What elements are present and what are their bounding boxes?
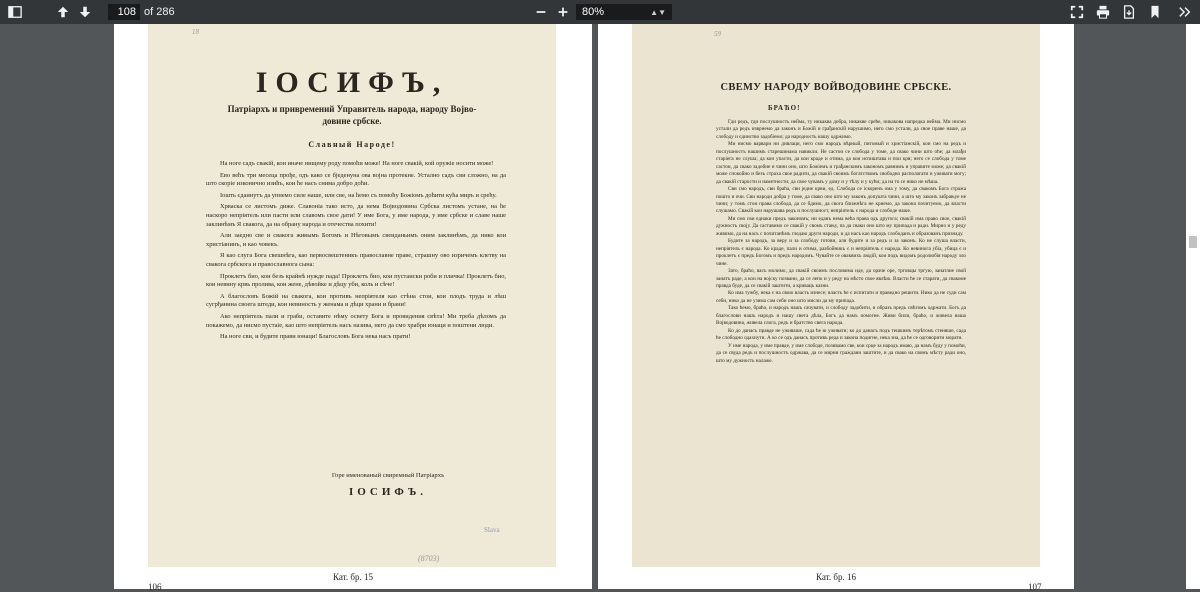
body-paragraph: Проклетъ био, кои безъ крайнѣ нужде пада! Проклетъ био, кои пустаиски роби и пличка! Проклетъ био, кои невину крвь пролива, кои жене, дѣвойке и дѣцу уби, коль и сѣче! — [206, 272, 506, 289]
minus-icon[interactable] — [532, 3, 550, 21]
document-subtitle-line-2: довине србске. — [322, 116, 382, 126]
body-paragraph: А благословъ Божій на свакога, кои противъ непріятеля као стѣна стои, кои плодъ труда и лѣш сугрђанина своега штеди, кои невиность у женама и дѣци храни и брани! — [206, 292, 506, 309]
arrow-up-icon[interactable] — [54, 3, 72, 21]
body-paragraph: На ноге садъ свакій, кои иначе нищему роду помоћи може! На ноге свакій, кой оружіе носити може! — [220, 160, 494, 167]
download-icon[interactable] — [1120, 3, 1138, 21]
signature-name: ІОСИФЪ. — [348, 486, 428, 498]
pdf-page-right — [598, 24, 1074, 592]
body-paragraph: Будите за народъ, за веру и за слободу готови, али будите и за редъ и за законъ. Ко не слуша власти, непріятель є народа. Ко краде, пали и отима, разбойникъ є и непріятель є народа. Ко невинога убіа, убица є и проклетъ є предъ Богомъ и предъ народомъ. Чувайте се оваквихъ людій, кои подъ видомъ родолюбія народу зло чине. — [716, 238, 966, 267]
page-number: 106 — [148, 582, 162, 592]
arrow-down-icon[interactable] — [76, 3, 94, 21]
document-greeting: БРАЋО! — [768, 104, 801, 112]
pdf-viewer[interactable] — [0, 24, 1200, 592]
print-icon[interactable] — [1094, 3, 1112, 21]
catalog-caption: Кат. бр. 16 — [816, 572, 856, 582]
body-paragraph: Ко има тужбу, нека є на свою власть изнесе; власть ће є испитати и праведно решити. Нико да не суди сам себи, нико да не узима сам себи оно што мисли да му припада. — [716, 290, 966, 304]
body-paragraph: Гди редъ, гди послушность нейма, ту никаква добра, никакве срећe, никакова напредка нейма. Ми нисмо устали да редъ изврнемо да законъ и Божій и грађанскій нарушимо, него смо устали, да свое праве наше, да слободу и єдинство задобіемо; да народность нашу одржимо. — [716, 119, 966, 140]
document-title: ІОСИФЪ, — [255, 66, 449, 99]
scrollbar-thumb[interactable] — [1189, 236, 1197, 248]
signature-line: Горе именованый свиремный Патріархъ — [331, 472, 445, 479]
pdf-page-left — [114, 24, 592, 592]
page-total-label: of 286 — [144, 6, 175, 18]
page-number: 107 — [1028, 582, 1042, 592]
scanned-document-right — [632, 24, 1040, 567]
catalog-caption: Кат. бр. 15 — [333, 572, 373, 582]
body-paragraph: Ево већъ три месеца прође, одъ како се бједенуна ова војна протекне. Устално садъ сви сложно, на да што скоріе изконично изићъ, кои ће насъ снима добро доћи. — [206, 171, 506, 188]
document-subtitle-line-1: Патріархъ и привремений Управитель народа, народу Војво- — [227, 104, 477, 114]
body-paragraph: У име народа, у име правде, у име слободе, позивамо све, кои срце за народъ имаю, да намъ буду у помоћи, да се свуда редъ и послушностъ одржава, да се мирни граждани заштите, и да свако на свомъ мѣсту ради оно, што му дужность налаже. — [716, 342, 966, 364]
bookmark-icon[interactable] — [1146, 3, 1164, 21]
body-paragraph: Зато, браћо, васъ молимо, да свакій своимъ пословима иде, да ораче оре, трговцы тргую, занатлие свой занатъ раде, а кои на војску позвани, да се лепо и у реду на мѣсто свое явлѣю. Власти ће се старати, да свакоме правда буде, да се свакій заштити, а кривацъ казни. — [716, 268, 966, 289]
pencil-note: 18 — [192, 28, 199, 36]
document-body — [716, 119, 966, 365]
pdf-toolbar — [0, 0, 1200, 24]
scanned-document-left — [148, 24, 556, 567]
body-paragraph: На ноге сви, и будите прави юнаци! Благословъ Бога нека насъ прати! — [220, 333, 411, 341]
body-paragraph: Сви смо народъ, сви браћа, сви једне крви, ед. Слобода се іскоренъ ома у тому, да свакомъ Бога стража пошто и очи. Сви народи добра у томе, да свако оно што му законъ допушта чини, а што му законъ забрањуе не чини; у томъ стои права слобода, да се бдимо, да свога ближнѣга не крнемо, да закона почитуемо, да власти слушамо. Свакій кои нарушава редъ и послушност, непріятель є народа и слободе нашe. — [716, 186, 966, 215]
body-paragraph: Али заедно све и свакога живымъ Богомъ и Нѣговымъ свеиданьимъ оним заклинѣмъ, да нико кои христіанинъ, и као човекъ. — [206, 232, 506, 248]
body-paragraph: Іошть єдаинутъ да упнемо силе наше, или све, на ћемо съ помоћу Божіомъ доћити кућа миръ и срећу. — [220, 191, 497, 199]
body-paragraph: Ми нисмо варвари ни дивлаци, него смо народъ вѣрный, питомый и христіанскій, кои смо на редъ и послушностъ нашимъ старешинама навикли. Не састои се слобода у томе, да свако чини што оће; да млађи старіега не слуша; да кои упасти, да кои краде и отима, да кои испиштава и пои крв; него се слобода у томе састои, да свако задобие и чини оно, што Божіемъ и грађанскимъ закономъ равнимъ и управите може; да свакій може спокойно и безъ страха свое радити, да свакій своимъ богатствомъ свободно располагати и уживати могу; да свакій старости и наметности; да свое чувамъ у дому и у тѣлу и у кући; да на то се нико не мѣша. — [716, 141, 966, 185]
zoom-value: 80% — [582, 6, 605, 18]
document-body — [206, 160, 506, 345]
more-icon[interactable] — [1176, 3, 1194, 21]
body-paragraph: Тако ћемо, браћо, и народъ нашъ сачувати, и слободу задобити, и образъ предъ свѣтомъ одржати. Богъ да благослови нашъ народъ и нашу света дѣла, Богъ да намъ помогне. Живи били, браћо, и живела наша Војводовина, живела слога, редъ и братство свега народа. — [716, 305, 966, 327]
pencil-note: 59 — [714, 30, 721, 38]
fit-page-icon[interactable] — [1068, 3, 1086, 21]
body-paragraph: Ако непріятель пали и граби, оставите нѣму освету Бога и провидения свѣта! Ми треба дѣломъ да покажемо, да нисмо пустаіе, као што непріятель насъ назива, него да смо храбри юнаци и поштени люди. — [206, 312, 506, 329]
body-paragraph: Я као слуга Бога свешнѣга, као первосвештеникъ православне праве, страшну ово изричемъ клетву на свакога србскога и православнога сына: — [206, 252, 506, 268]
body-paragraph: Ко до данасъ правде не уживаше, сада ће ю уживати; ко до данасъ подъ тешкимъ терѣтомъ стеняше, сада ће слободно одахнути. А ко се одъ данасъ противъ реда и закона подигне, нека зна, да ће се одговорити морати. — [716, 327, 966, 342]
library-stamp: Slava — [484, 526, 500, 534]
vertical-scrollbar[interactable] — [1186, 24, 1200, 589]
zoom-select[interactable] — [576, 4, 672, 20]
plus-icon[interactable] — [554, 3, 572, 21]
body-paragraph: Ми смо сви еднаки предъ закономъ; ни еданъ нема већа права одъ другога; свакій има право свое, свакій дужность своју. Да саставимо се свакій у свомъ стању, па да сваки оно што му припада и ради. Мирно и у реду живимо, да на насъ с почитанѣмъ гледаю други народи, и да насъ као народъ слободанъ и образованъ признаду. — [716, 215, 966, 237]
body-paragraph: Хрваска се листомъ диже. Славоніа тако исто, да нема Војводовина Србска листомъ устане, на ће наскоро непріятель или пасти или славомъ свое дати! У име Бога, у име народа, у име србске и славе наше заклинѣмъ Я свакога, да на обрану народа и отечества похити! — [206, 203, 506, 228]
document-title: СВЕМУ НАРОДУ ВОЙВОДОВИНЕ СРБСКЕ. — [720, 82, 952, 93]
document-greeting: Славный Народе! — [308, 140, 396, 149]
archive-number: (8703) — [418, 554, 440, 563]
sidebar-toggle-icon[interactable] — [6, 3, 24, 21]
page-number-input[interactable] — [108, 4, 140, 20]
chevron-updown-icon: ▲▼ — [650, 7, 666, 17]
